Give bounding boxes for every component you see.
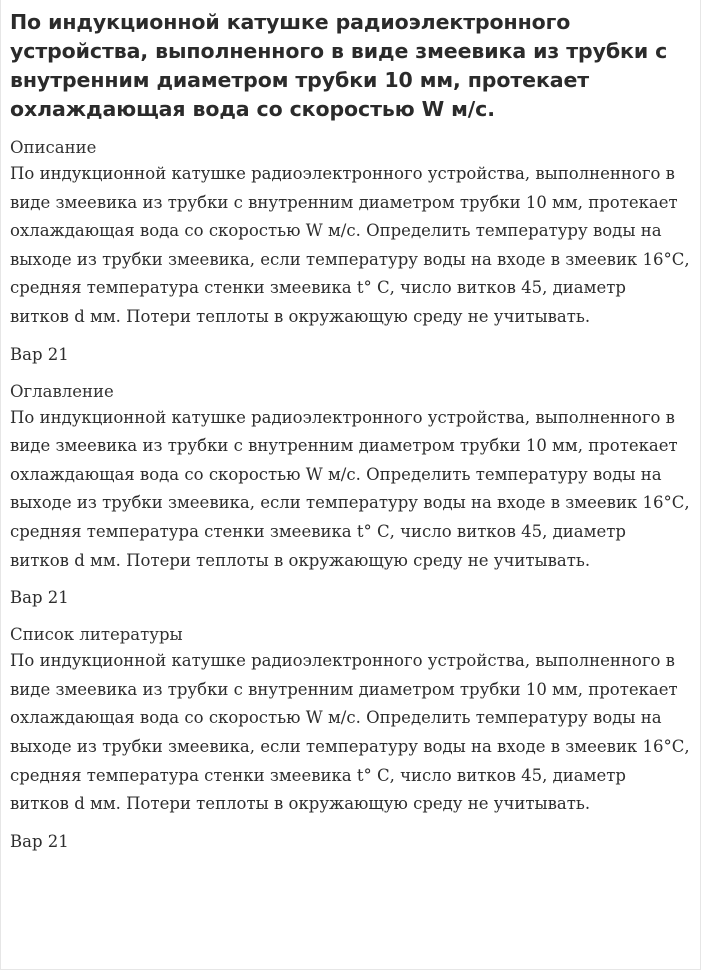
page-title: По индукционной катушке радиоэлектронного устройства, выполненного в виде змеевика из трубки с внутренним диаметром трубки 10 мм, протекает охлаждающая вода со скоростью W м/с. <box>10 10 668 121</box>
section-heading-contents: Оглавление <box>10 381 114 401</box>
section-variant-bibliography: Вар 21 <box>10 831 69 851</box>
section-bibliography <box>10 623 690 855</box>
section-heading-description: Описание <box>10 138 97 157</box>
section-body-contents: По индукционной катушке радиоэлектронного устройства, выполненного в виде змеевика из трубки с внутренним диаметром трубки 10 мм, протекает охлаждающая вода со скоростью W м/с. Определить температуру воды на выходе из трубки змеевика, если температуру воды на входе в змеевик 16°С, средняя температура стенки змеевика t° С, число витков 45, диаметр витков d мм. Потери теплоты в окружающую среду не учитывать. <box>10 407 690 570</box>
section-contents <box>10 380 690 612</box>
section-variant-contents: Вар 21 <box>10 588 69 608</box>
section-body-bibliography: По индукционной катушке радиоэлектронного устройства, выполненного в виде змеевика из трубки с внутренним диаметром трубки 10 мм, протекает охлаждающая вода со скоростью W м/с. Определить температуру воды на выходе из трубки змеевика, если температуру воды на входе в змеевик 16°С, средняя температура стенки змеевика t° С, число витков 45, диаметр витков d мм. Потери теплоты в окружающую среду не учитывать. <box>10 651 690 814</box>
section-description <box>10 136 690 368</box>
section-body-description: По индукционной катушке радиоэлектронного устройства, выполненного в виде змеевика из трубки с внутренним диаметром трубки 10 мм, протекает охлаждающая вода со скоростью W м/с. Определить температуру воды на выходе из трубки змеевика, если температуру воды на входе в змеевик 16°С, средняя температура стенки змеевика t° С, число витков 45, диаметр витков d мм. Потери теплоты в окружающую среду не учитывать. <box>10 164 690 326</box>
section-variant-description: Вар 21 <box>10 344 69 364</box>
section-heading-bibliography: Список литературы <box>10 625 183 645</box>
